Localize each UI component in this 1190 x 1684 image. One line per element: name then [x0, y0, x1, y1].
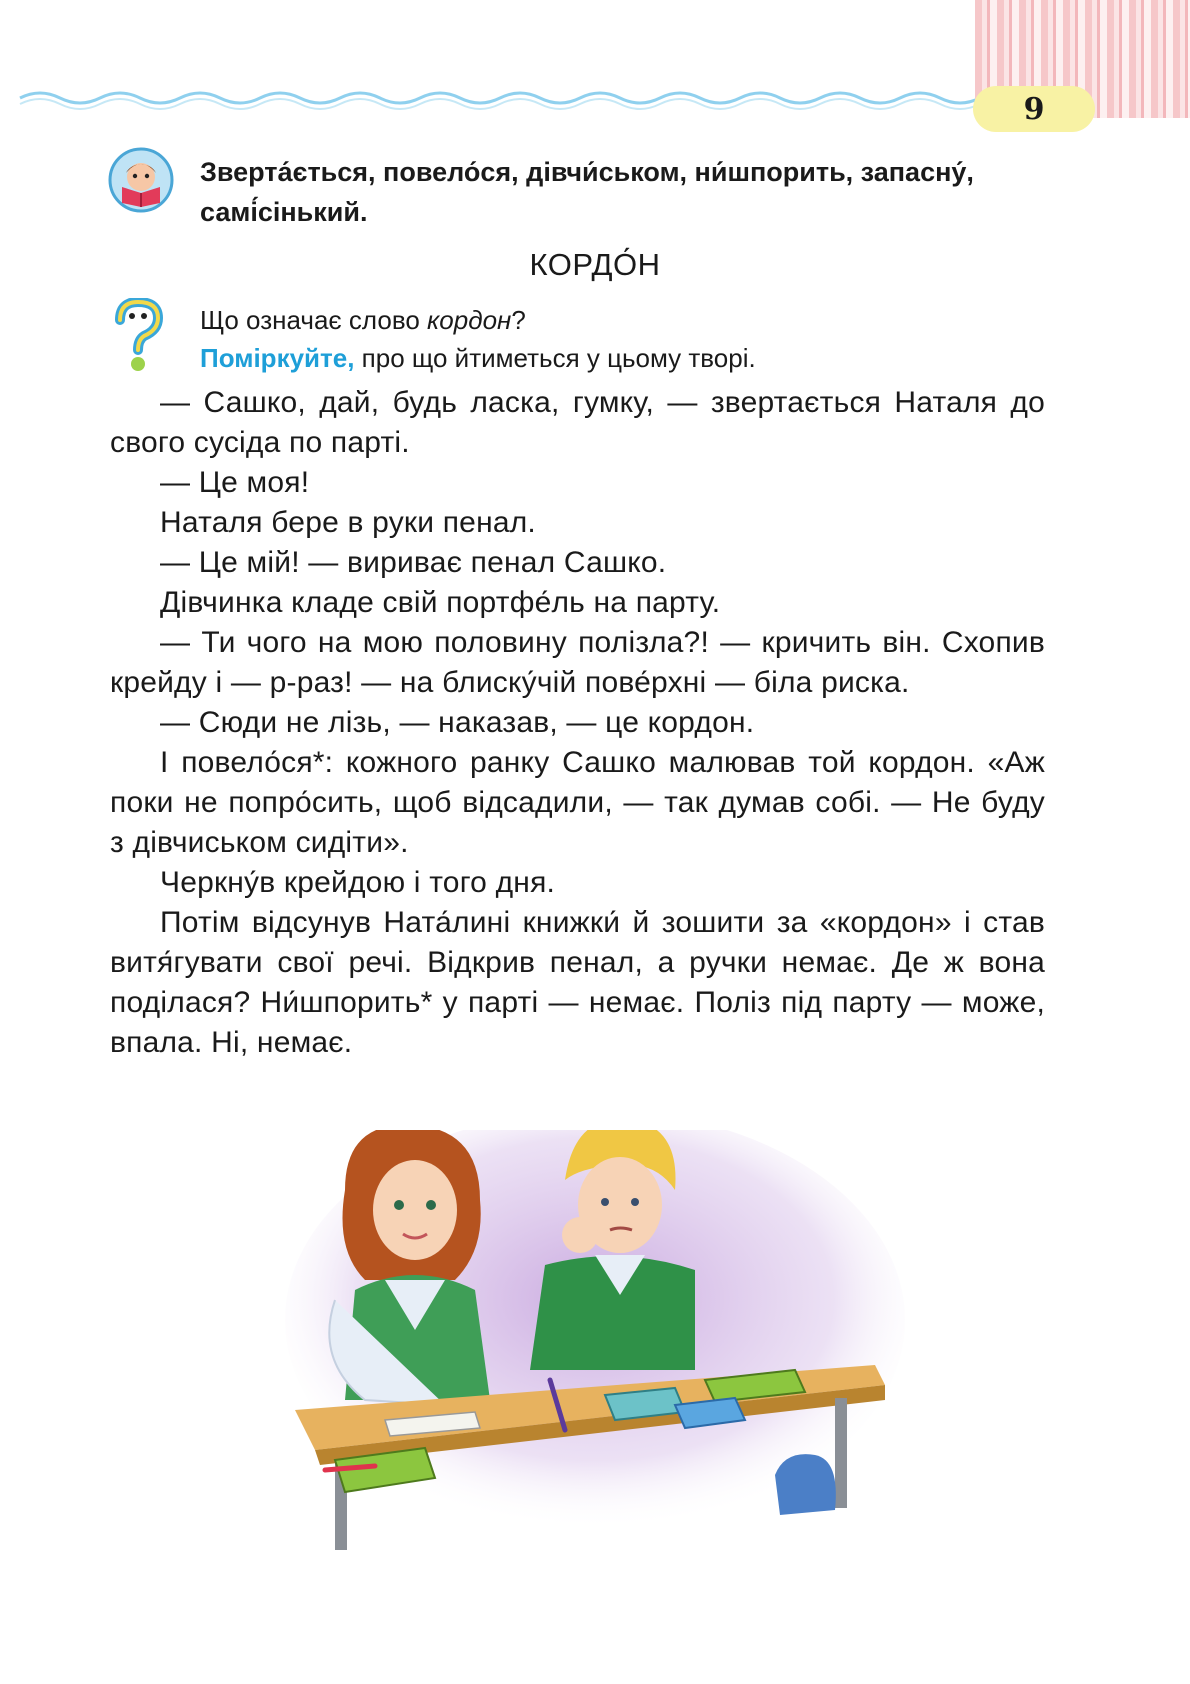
- story-paragraph: — Це мій! — вириває пенал Сашко.: [160, 546, 667, 579]
- questions-block: [200, 301, 1050, 377]
- story-paragraph: — Сюди не лізь, — наказав, — це кордон.: [160, 706, 755, 739]
- story-paragraph: Черкну́в крейдою і того дня.: [160, 866, 556, 899]
- story-paragraph: — Ти чого на мою половину полізла?! — кричить він. Схопив крейду і — р-раз! — на блиску́чій пове́рхні — біла риска.: [110, 626, 1045, 699]
- story-paragraph: — Сашко, дай, будь ласка, гумку, — звертається Наталя до свого сусіда по парті.: [110, 386, 1045, 459]
- story-paragraph: І повело́ся*: кожного ранку Сашко малював той кордон. «Аж поки не попро́сить, щоб відсадили, — так думав собі. — Не буду з дівчиськом сидіти».: [110, 746, 1045, 859]
- think-label: Поміркуйте,: [200, 343, 355, 373]
- question-term: кордон: [427, 305, 512, 335]
- story-paragraph: Дівчинка кладе свій портфе́ль на парту.: [160, 586, 721, 619]
- question-mark: ?: [511, 305, 526, 335]
- story-paragraph: Наталя бере в руки пенал.: [160, 506, 536, 539]
- question-text: Що означає слово: [200, 305, 428, 335]
- question-mark-icon: [108, 298, 166, 376]
- story-text: [110, 383, 1045, 1063]
- reading-child-icon: [108, 147, 174, 213]
- vocabulary-words: Зверта́ється, повело́ся, дівчи́ськом, ни́шпорить, запасну́, самі́сінький.: [200, 157, 974, 227]
- story-paragraph: — Це моя!: [160, 466, 310, 499]
- children-at-desk-illustration: [275, 1130, 915, 1560]
- story-paragraph: Потім відсунув Ната́лині книжки́ й зошити за «кордон» і став витя́гувати свої речі. Відкрив пенал, а ручки немає. Де ж вона поділася? Ни́шпорить* у парті — немає. Поліз під парту — може, впала. Ні, немає.: [110, 906, 1045, 1059]
- story-title: КОРДО́Н: [529, 247, 661, 282]
- think-text: про що йтиметься у цьому творі.: [354, 343, 756, 373]
- question-line-1: [200, 301, 1050, 339]
- page-number: 9: [973, 86, 1095, 132]
- question-line-2: [200, 343, 756, 373]
